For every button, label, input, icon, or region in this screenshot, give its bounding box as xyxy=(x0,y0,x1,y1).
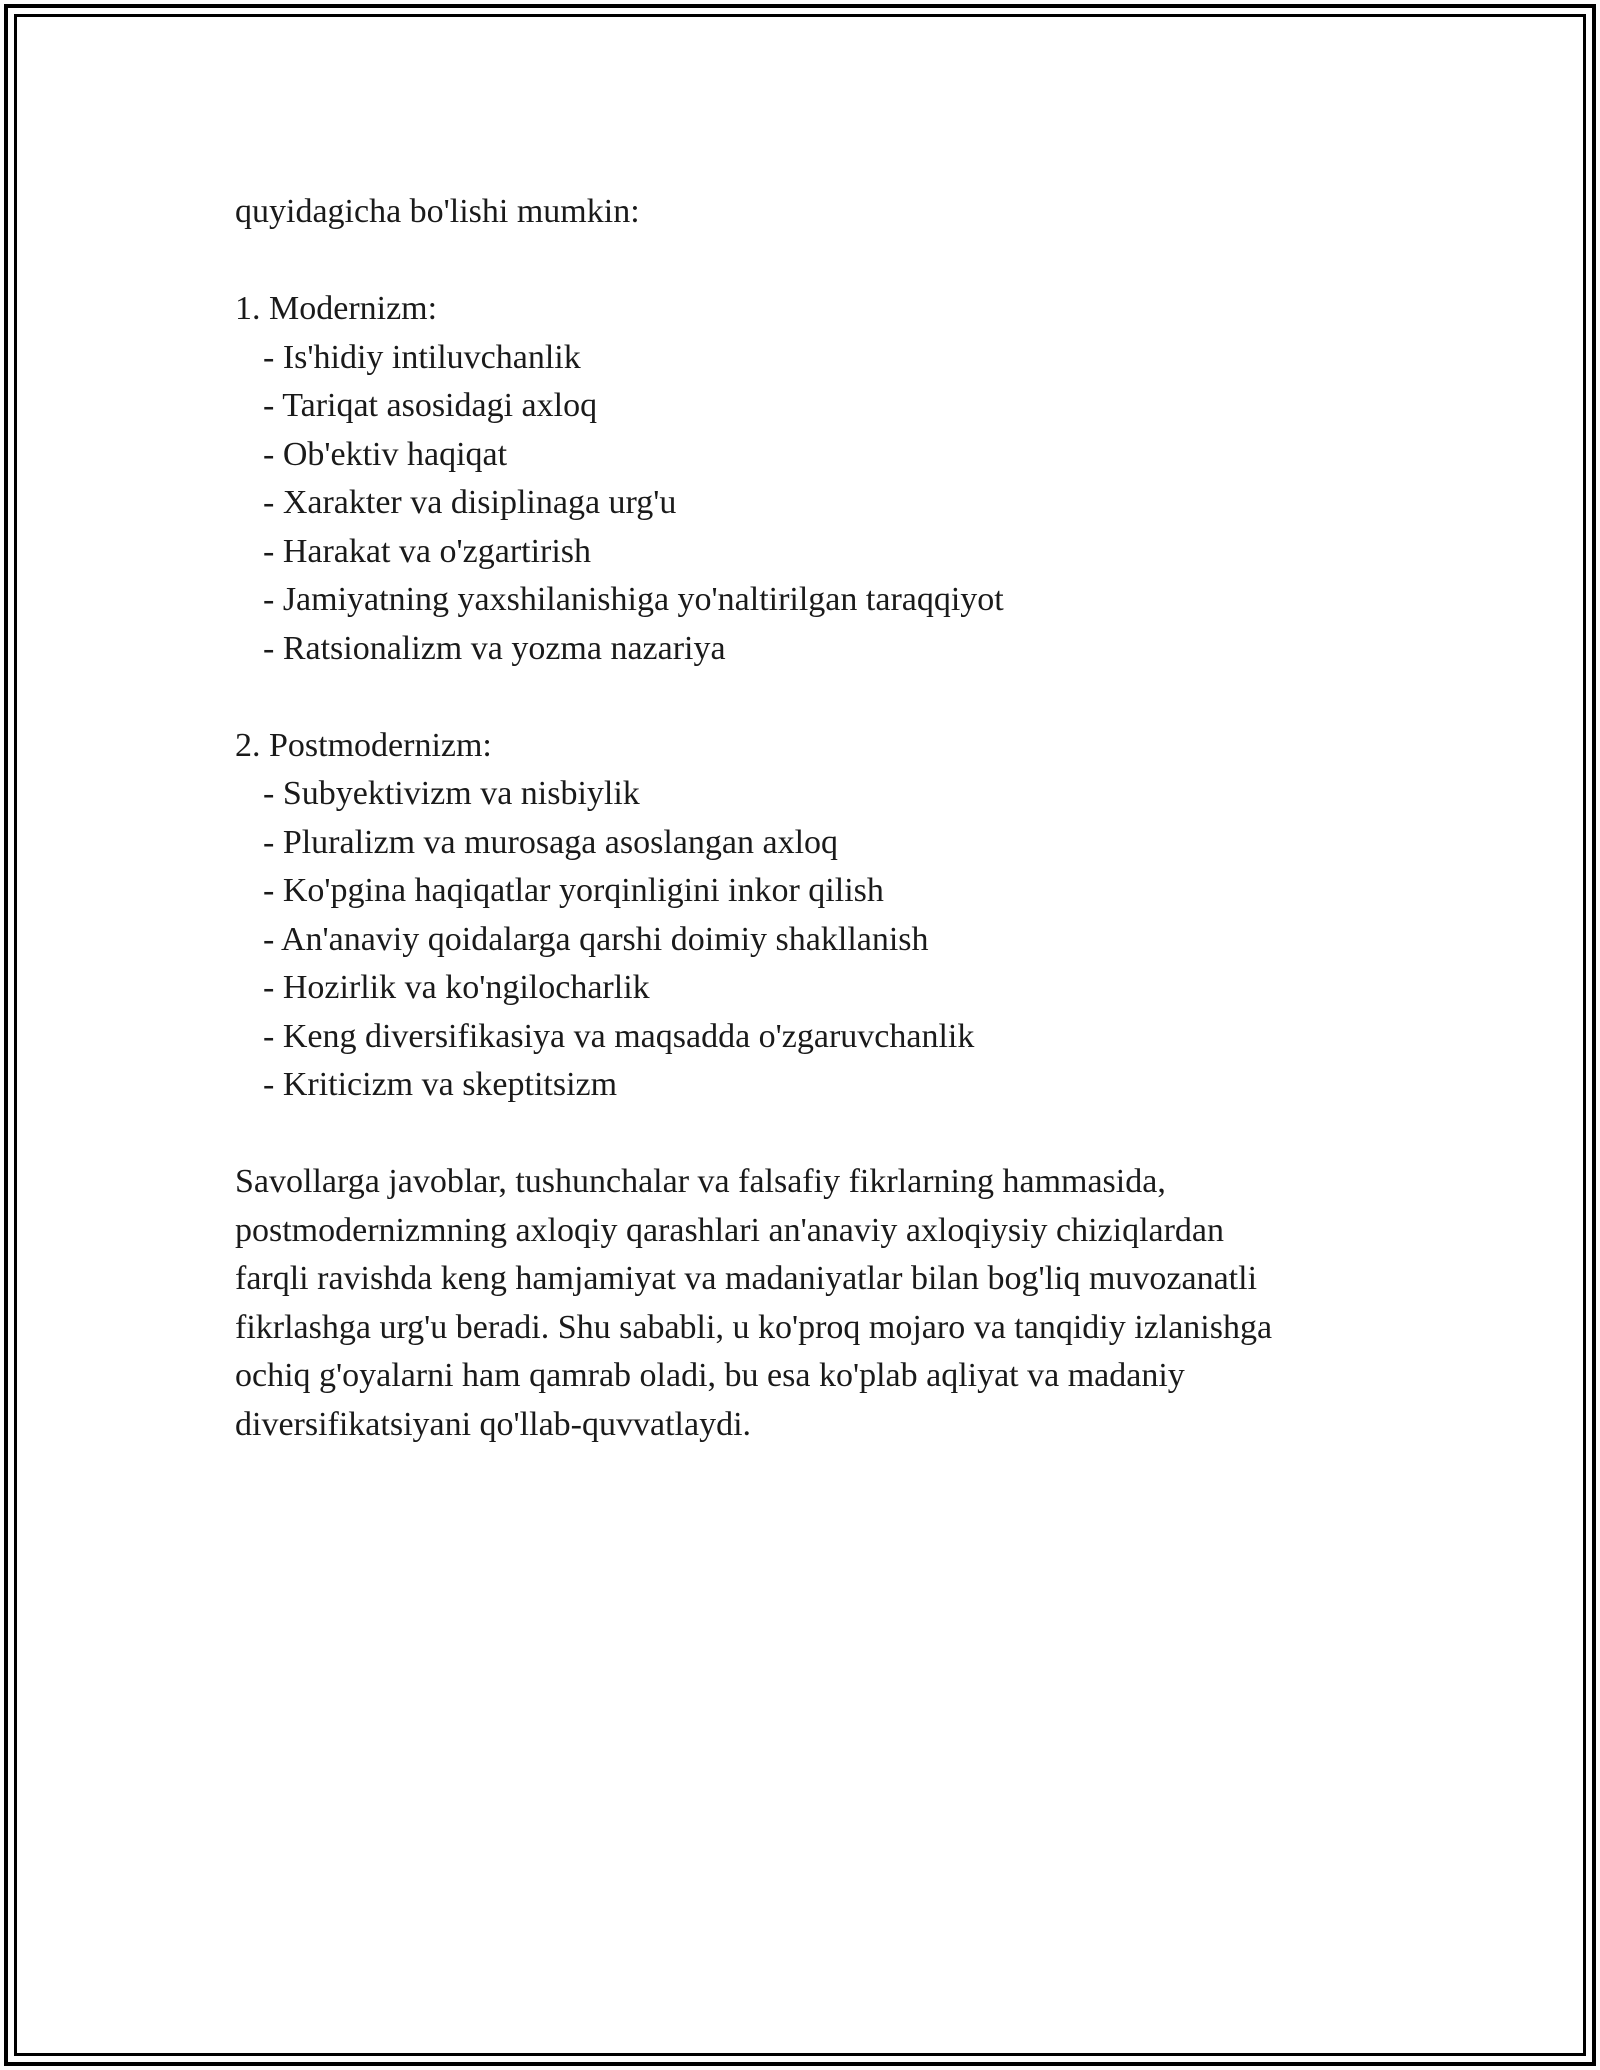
intro-line: quyidagicha bo'lishi mumkin: xyxy=(235,193,640,230)
list-item: - Keng diversifikasiya va maqsadda o'zgaruvchanlik xyxy=(263,1017,975,1055)
blank-line xyxy=(235,673,1385,722)
blank-line xyxy=(235,1110,1385,1159)
paragraph-line: ochiq g'oyalarni ham qamrab oladi, bu esa ko'plab aqliyat va madaniy xyxy=(235,1357,1185,1394)
list-item: - Xarakter va disiplinaga urg'u xyxy=(263,484,677,521)
list-item: - Hozirlik va ko'ngilocharlik xyxy=(263,969,650,1006)
paragraph-line: diversifikatsiyani qo'llab-quvvatlaydi. xyxy=(235,1405,752,1443)
section-modernism xyxy=(235,285,1385,673)
list-item: - Ob'ektiv haqiqat xyxy=(263,435,508,473)
list-item: - Kriticizm va skeptitsizm xyxy=(263,1066,618,1103)
conclusion-paragraph xyxy=(235,1158,1385,1449)
list-item: - Jamiyatning yaxshilanishiga yo'naltirilgan taraqqiyot xyxy=(263,581,1004,618)
list-item: - Tariqat asosidagi axloq xyxy=(263,387,598,424)
list-item: - Is'hidiy intiluvchanlik xyxy=(263,338,581,376)
paragraph-line: Savollarga javoblar, tushunchalar va falsafiy fikrlarning hammasida, xyxy=(235,1163,1166,1200)
list-item: - Subyektivizm va nisbiylik xyxy=(263,775,640,812)
list-item: - An'anaviy qoidalarga qarshi doimiy shakllanish xyxy=(263,920,929,958)
list-item: - Ratsionalizm va yozma nazariya xyxy=(263,629,726,667)
paragraph-line: farqli ravishda keng hamjamiyat va madaniyatlar bilan bog'liq muvozanatli xyxy=(235,1260,1258,1297)
list-item: - Harakat va o'zgartirish xyxy=(263,532,592,570)
list-item: - Pluralizm va murosaga asoslangan axloq xyxy=(263,823,839,861)
blank-line xyxy=(235,237,1385,286)
paragraph-line: postmodernizmning axloqiy qarashlari an'anaviy axloqiysiy chiziqlardan xyxy=(235,1211,1225,1249)
section-heading: 1. Modernizm: xyxy=(235,290,438,327)
paragraph-line: fikrlashga urg'u beradi. Shu sababli, u ko'proq mojaro va tanqidiy izlanishga xyxy=(235,1308,1273,1346)
section-postmodernism xyxy=(235,722,1385,1110)
list-item: - Ko'pgina haqiqatlar yorqinligini inkor qilish xyxy=(263,872,884,909)
document-body xyxy=(235,188,1385,1449)
section-heading: 2. Postmodernizm: xyxy=(235,726,492,764)
